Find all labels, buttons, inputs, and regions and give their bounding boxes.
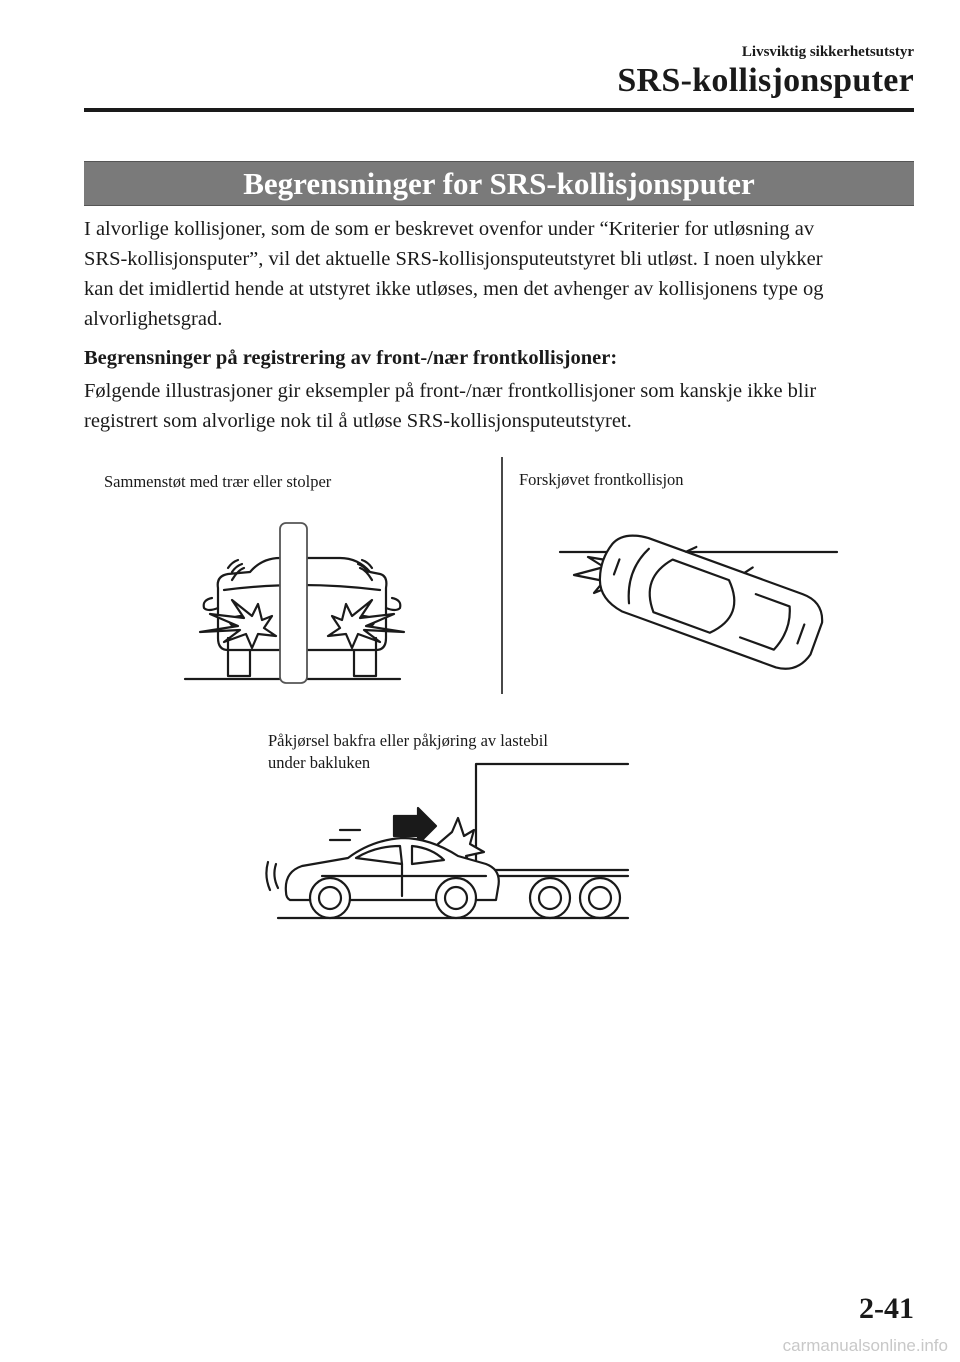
subsection-paragraph [84,376,914,436]
underride-caption-line: Påkjørsel bakfra eller påkjøring av lastebil [268,731,548,750]
offset-collision-illustration [560,545,840,665]
pole-collision-illustration [180,520,410,690]
intro-line: SRS-kollisjonsputer”, vil det aktuelle SRS-kollisjonsputeutstyret bli utløst. I noen ulykker [84,248,823,270]
intro-line: I alvorlige kollisjoner, som de som er beskrevet ovenfor under “Kriterier for utløsning av [84,218,815,240]
illustration-divider [500,457,504,694]
watermark: carmanualsonline.info [782,1336,948,1355]
offset-collision-caption: Forskjøvet frontkollisjon [519,470,684,489]
intro-line: alvorlighetsgrad. [84,308,223,330]
intro-line: kan det imidlertid hende at utstyret ikke utløses, men det avhenger av kollisjonens type og [84,278,824,300]
running-header-title: SRS-kollisjonsputer [617,62,914,99]
header-rule [84,108,914,112]
running-header-section: Livsviktig sikkerhetsutstyr [741,44,914,60]
underride-illustration [262,760,634,920]
page-number: 2-41 [859,1292,914,1325]
underride-caption-line: under bakluken [268,753,371,772]
pole-collision-caption: Sammenstøt med trær eller stolper [104,472,332,491]
intro-paragraph [84,214,914,334]
subsection-line: Følgende illustrasjoner gir eksempler på front-/nær frontkollisjoner som kanskje ikke blir [84,380,817,402]
subsection-heading: Begrensninger på registrering av front-/nær frontkollisjoner: [84,347,618,369]
subsection-line: registrert som alvorlige nok til å utløse SRS-kollisjonsputeutstyret. [84,410,632,432]
section-banner [84,161,914,206]
section-banner-title: Begrensninger for SRS-kollisjonsputer [243,165,755,201]
